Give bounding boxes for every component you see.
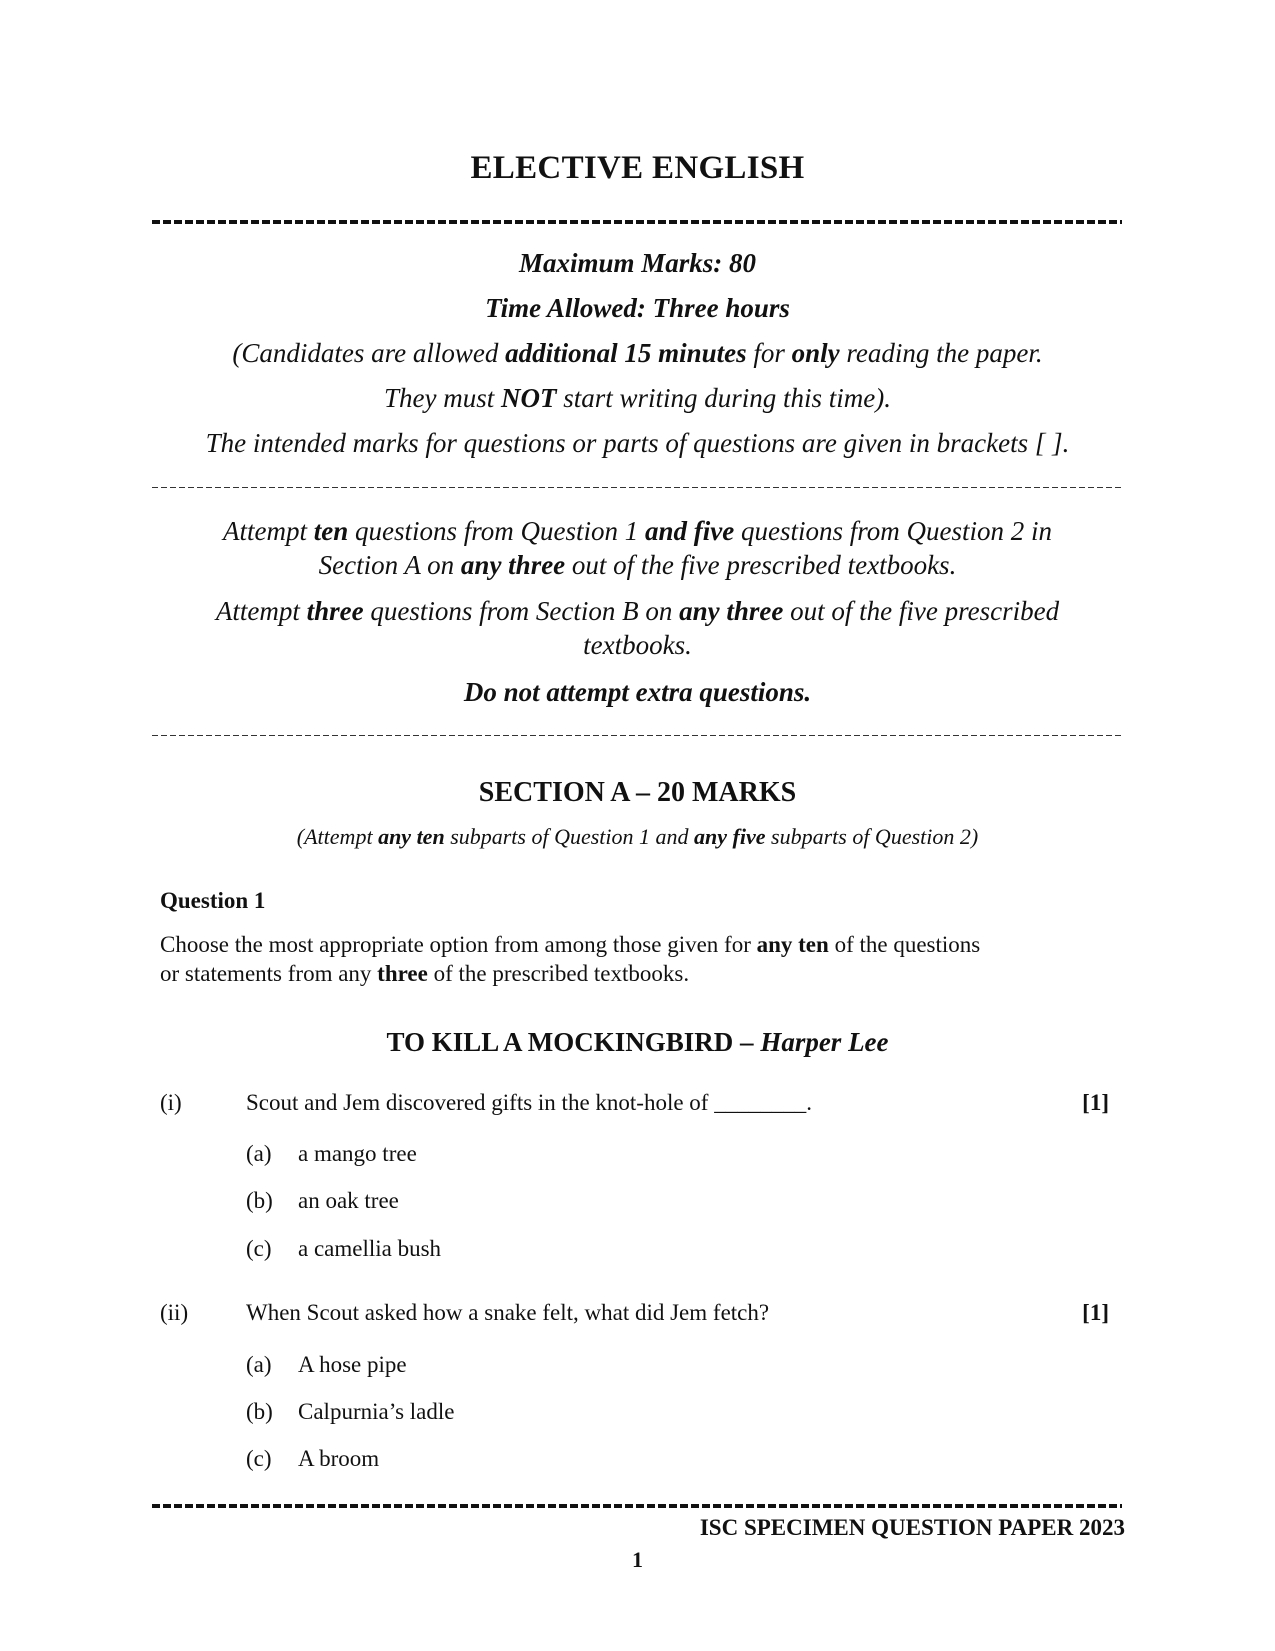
question-number: (i): [160, 1090, 182, 1115]
option-letter: (b): [246, 1399, 273, 1424]
reading-text: for: [746, 338, 792, 368]
q1-text: or statements from any: [160, 961, 378, 986]
option-letter: (a): [246, 1352, 272, 1377]
question-mark: [1]: [1082, 1090, 1109, 1115]
instruction-emphasis: and five: [645, 516, 735, 546]
option-letter: (c): [246, 1446, 272, 1471]
reading-emphasis: NOT: [500, 383, 557, 413]
instruction-emphasis: three: [306, 596, 364, 626]
question-1-line-2: [160, 959, 1060, 988]
section-a-subtitle: [0, 824, 1275, 850]
reading-emphasis: only: [791, 338, 840, 368]
instruction-text: Section A on: [318, 550, 461, 580]
reading-text: start writing during this time).: [556, 383, 892, 413]
instruction-text: questions from Question 2 in: [734, 516, 1052, 546]
dashed-divider: [152, 220, 1122, 224]
dashed-divider: [152, 1504, 1122, 1508]
reading-text: (Candidates are allowed: [232, 338, 506, 368]
instruction-emphasis: any three: [460, 550, 566, 580]
q1-emphasis: three: [377, 961, 428, 986]
subtitle-text: subparts of Question 1 and: [444, 824, 695, 849]
question-mark: [1]: [1082, 1300, 1109, 1325]
instruction-text: Attempt: [215, 596, 307, 626]
option-text: A broom: [298, 1446, 380, 1471]
book-author: Harper Lee: [760, 1027, 889, 1057]
reading-time-note: [0, 338, 1275, 369]
option-text: A hose pipe: [298, 1352, 407, 1377]
book-name: TO KILL A MOCKINGBIRD –: [386, 1027, 761, 1057]
reading-text: They must: [383, 383, 501, 413]
question-1-text: [160, 930, 1060, 988]
instruction-text: questions from Section B on: [363, 596, 680, 626]
q1-text: Choose the most appropriate option from among those given for: [160, 932, 757, 957]
marks-note: The intended marks for questions or parts of questions are given in brackets [ ].: [205, 428, 1070, 458]
option-text: a camellia bush: [298, 1236, 442, 1261]
instruction-3: Do not attempt extra questions.: [463, 677, 812, 707]
subtitle-text: (Attempt: [296, 824, 379, 849]
instruction-emphasis: any three: [679, 596, 784, 626]
option-text: a mango tree: [298, 1141, 417, 1166]
page-number: 1: [632, 1547, 643, 1572]
reading-emphasis: additional 15 minutes: [505, 338, 747, 368]
reading-text: reading the paper.: [839, 338, 1043, 368]
footer-paper-title: ISC SPECIMEN QUESTION PAPER 2023: [699, 1515, 1125, 1540]
option-letter: (b): [246, 1188, 273, 1213]
instruction-text: out of the five prescribed: [783, 596, 1060, 626]
instruction-1-line-2: [0, 550, 1275, 581]
time-allowed: Time Allowed: Three hours: [485, 293, 790, 323]
option-letter: (c): [246, 1236, 272, 1261]
book-title: [0, 1027, 1275, 1058]
question-text: Scout and Jem discovered gifts in the knot-hole of ________.: [246, 1090, 812, 1115]
question-1-heading: Question 1: [160, 888, 266, 913]
instruction-emphasis: ten: [313, 516, 349, 546]
dashed-divider: [152, 487, 1122, 488]
subtitle-text: subparts of Question 2): [765, 824, 979, 849]
max-marks: Maximum Marks: 80: [518, 248, 757, 278]
instruction-2: [0, 596, 1275, 627]
no-writing-note: [0, 383, 1275, 414]
section-a-title: SECTION A – 20 MARKS: [478, 777, 797, 808]
subtitle-emphasis: any ten: [378, 824, 445, 849]
option-text: Calpurnia’s ladle: [298, 1399, 455, 1424]
q1-text: of the questions: [828, 932, 981, 957]
subtitle-emphasis: any five: [694, 824, 766, 849]
instruction-2-line-2: textbooks.: [583, 630, 692, 660]
question-1-line-1: [160, 930, 1060, 959]
page-title: ELECTIVE ENGLISH: [470, 150, 805, 186]
instruction-text: out of the five prescribed textbooks.: [565, 550, 957, 580]
dashed-divider: [152, 735, 1122, 736]
q1-emphasis: any ten: [756, 932, 829, 957]
instruction-text: questions from Question 1: [348, 516, 645, 546]
instruction-text: Attempt: [223, 516, 314, 546]
question-text: When Scout asked how a snake felt, what did Jem fetch?: [246, 1300, 770, 1325]
option-letter: (a): [246, 1141, 272, 1166]
q1-text: of the prescribed textbooks.: [427, 961, 690, 986]
instruction-1: [0, 516, 1275, 547]
option-text: an oak tree: [298, 1188, 399, 1213]
question-number: (ii): [160, 1300, 189, 1325]
